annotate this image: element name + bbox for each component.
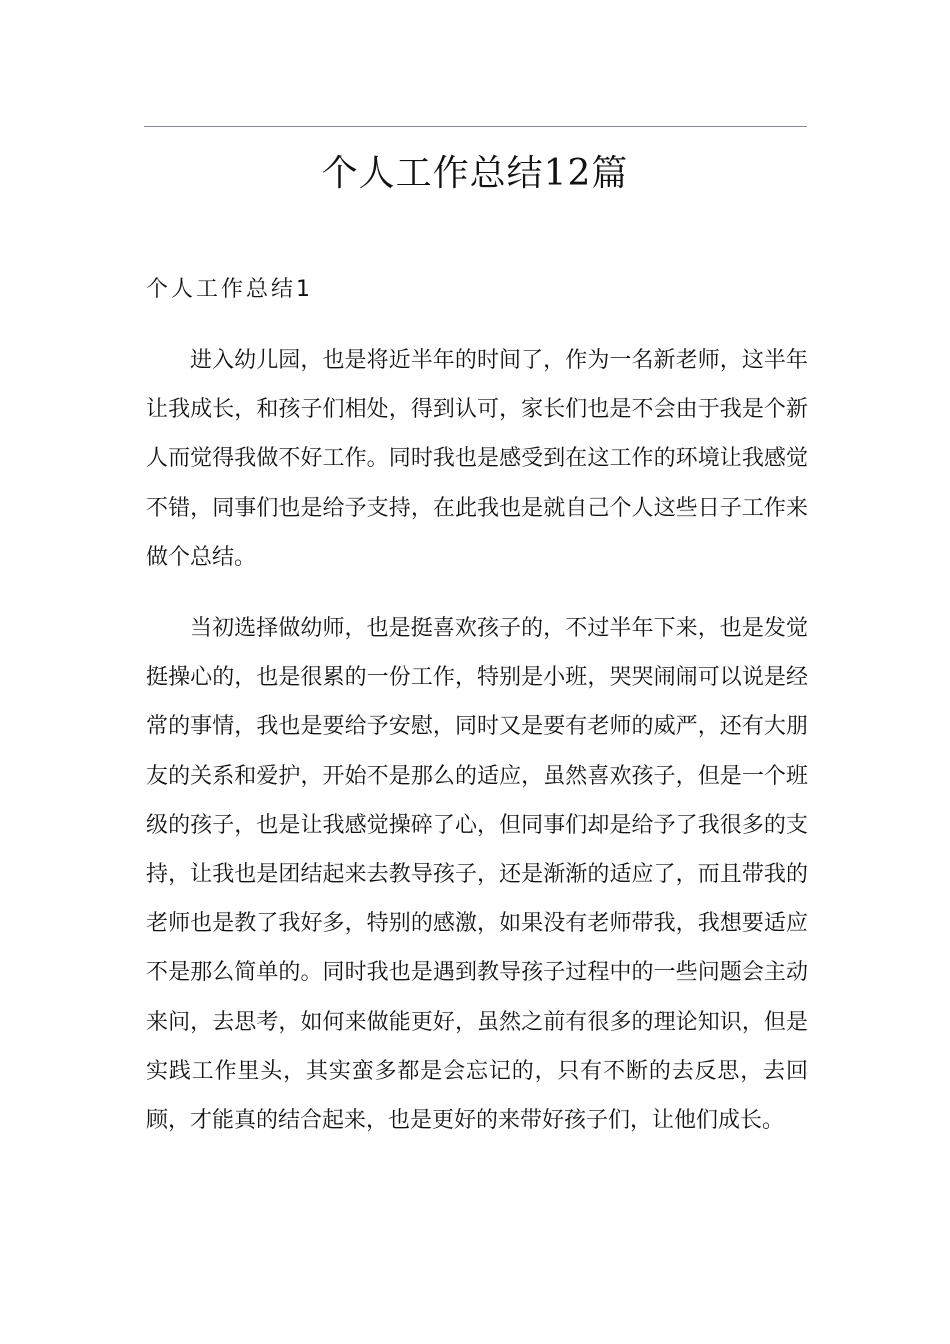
- header-rule: [144, 126, 807, 127]
- body-paragraph-2: 当初选择做幼师，也是挺喜欢孩子的，不过半年下来，也是发觉挺操心的，也是很累的一份工作，特别是小班，哭哭闹闹可以说是经常的事情，我也是要给予安慰，同时又是要有老师的威严，还有大朋友的关系和爱护，开始不是那么的适应，虽然喜欢孩子，但是一个班级的孩子，也是让我感觉操碎了心，但同事们却是给予了我很多的支持，让我也是团结起来去教导孩子，还是渐渐的适应了，而且带我的老师也是教了我好多，特别的感激，如果没有老师带我，我想要适应不是那么简单的。同时我也是遇到教导孩子过程中的一些问题会主动来问，去思考，如何来做能更好，虽然之前有很多的理论知识，但是实践工作里头，其实蛮多都是会忘记的，只有不断的去反思，去回顾，才能真的结合起来，也是更好的来带好孩子们，让他们成长。: [146, 616, 808, 1134]
- document-title: 个人工作总结12篇: [321, 153, 629, 194]
- section-heading: 个人工作总结1: [146, 277, 313, 302]
- body-paragraph-1: 进入幼儿园，也是将近半年的时间了，作为一名新老师，这半年让我成长，和孩子们相处，得到认可，家长们也是不会由于我是个新人而觉得我做不好工作。同时我也是感受到在这工作的环境让我感觉不错，同事们也是给予支持，在此我也是就自己个人这些日子工作来做个总结。: [146, 348, 808, 570]
